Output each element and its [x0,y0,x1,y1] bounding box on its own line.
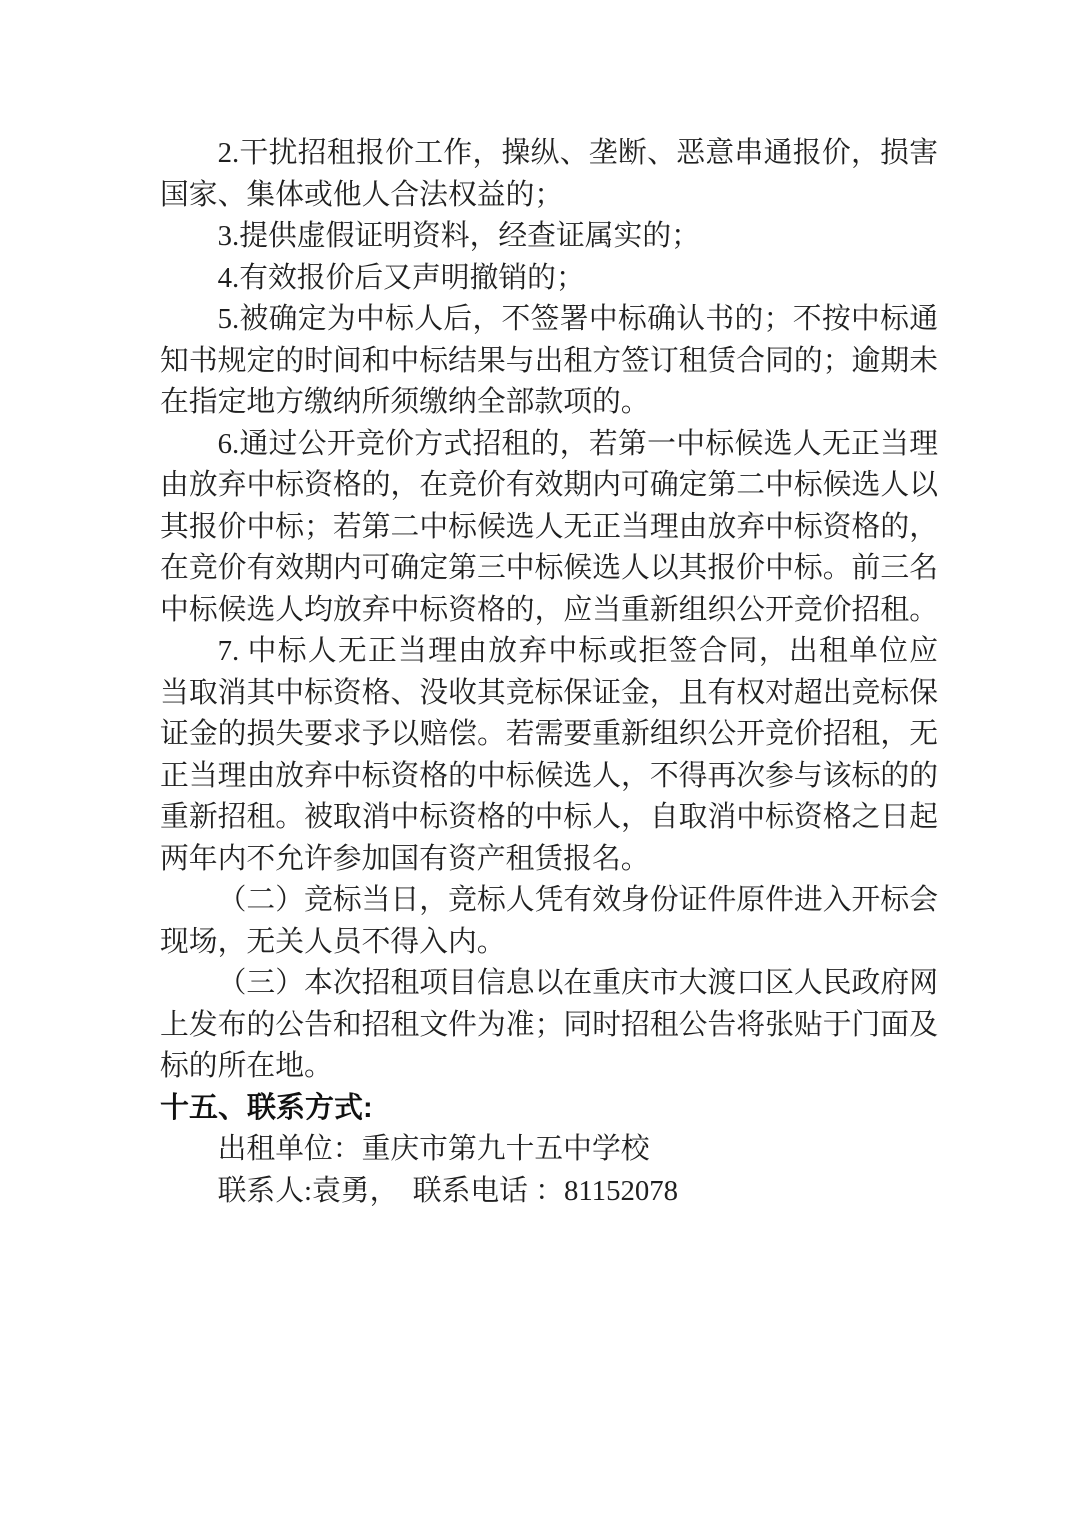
text-line: 国家、集体或他人合法权益的； [160,178,564,211]
contact-heading: 十五、联系方式: [160,1091,373,1124]
text-line: 正当理由放弃中标资格的中标候选人，不得再次参与该标的的 [160,759,938,792]
document-content [160,133,938,1212]
contact-unit-line: 出租单位：重庆市第九十五中学校 [217,1133,650,1165]
text-line: 3.提供虚假证明资料，经查证属实的； [217,220,700,252]
text-line: 两年内不允许参加国有资产租赁报名。 [160,842,650,875]
text-line: 在指定地方缴纳所须缴纳全部款项的。 [160,386,650,418]
text-line: 证金的损失要求予以赔偿。若需要重新组织公开竞价招租，无 [160,718,938,750]
text-line: 中标候选人均放弃中标资格的，应当重新组织公开竞价招租。 [160,593,938,626]
text-line: 现场，无关人员不得入内。 [160,925,506,958]
text-line: 标的所在地。 [160,1050,333,1082]
text-line: 5.被确定为中标人后，不签署中标确认书的；不按中标通 [217,303,938,335]
contact-person-phone-line: 联系人:袁勇， 联系电话 ：81152078 [217,1174,679,1207]
text-line: 在竞价有效期内可确定第三中标候选人以其报价中标。前三名 [160,552,938,584]
text-line: 其报价中标；若第二中标候选人无正当理由放弃中标资格的， [160,510,938,543]
text-line: 知书规定的时间和中标结果与出租方签订租赁合同的；逾期未 [160,344,938,377]
paragraph-item-3 [160,216,938,258]
paragraph-item-4 [160,258,938,300]
paragraph-item-5 [160,299,938,424]
text-line: 重新招租。被取消中标资格的中标人，自取消中标资格之日起 [160,801,938,833]
text-line: 当取消其中标资格、没收其竞标保证金，且有权对超出竞标保 [160,676,938,709]
paragraph-item-7 [160,631,938,880]
paragraph-item-6 [160,424,938,632]
text-line: （二）竞标当日，竞标人凭有效身份证件原件进入开标会 [217,884,938,916]
paragraph-contact-person-phone [160,1171,938,1213]
paragraph-item-san [160,963,938,1088]
paragraph-item-2 [160,133,938,216]
paragraph-contact-unit [160,1129,938,1171]
text-line: （三）本次招租项目信息以在重庆市大渡口区人民政府网 [217,967,938,999]
text-line: 6.通过公开竞价方式招租的，若第一中标候选人无正当理 [217,427,938,460]
text-line: 7. 中标人无正当理由放弃中标或拒签合同，出租单位应 [217,635,938,667]
paragraph-item-er [160,880,938,963]
text-line: 4.有效报价后又声明撤销的； [217,261,585,294]
section-heading-contact [160,1088,938,1130]
text-line: 上发布的公告和招租文件为准；同时招租公告将张贴于门面及 [160,1008,938,1041]
text-line: 2.干扰招租报价工作，操纵、垄断、恶意串通报价，损害 [217,137,938,169]
text-line: 由放弃中标资格的，在竞价有效期内可确定第二中标候选人以 [160,469,938,501]
